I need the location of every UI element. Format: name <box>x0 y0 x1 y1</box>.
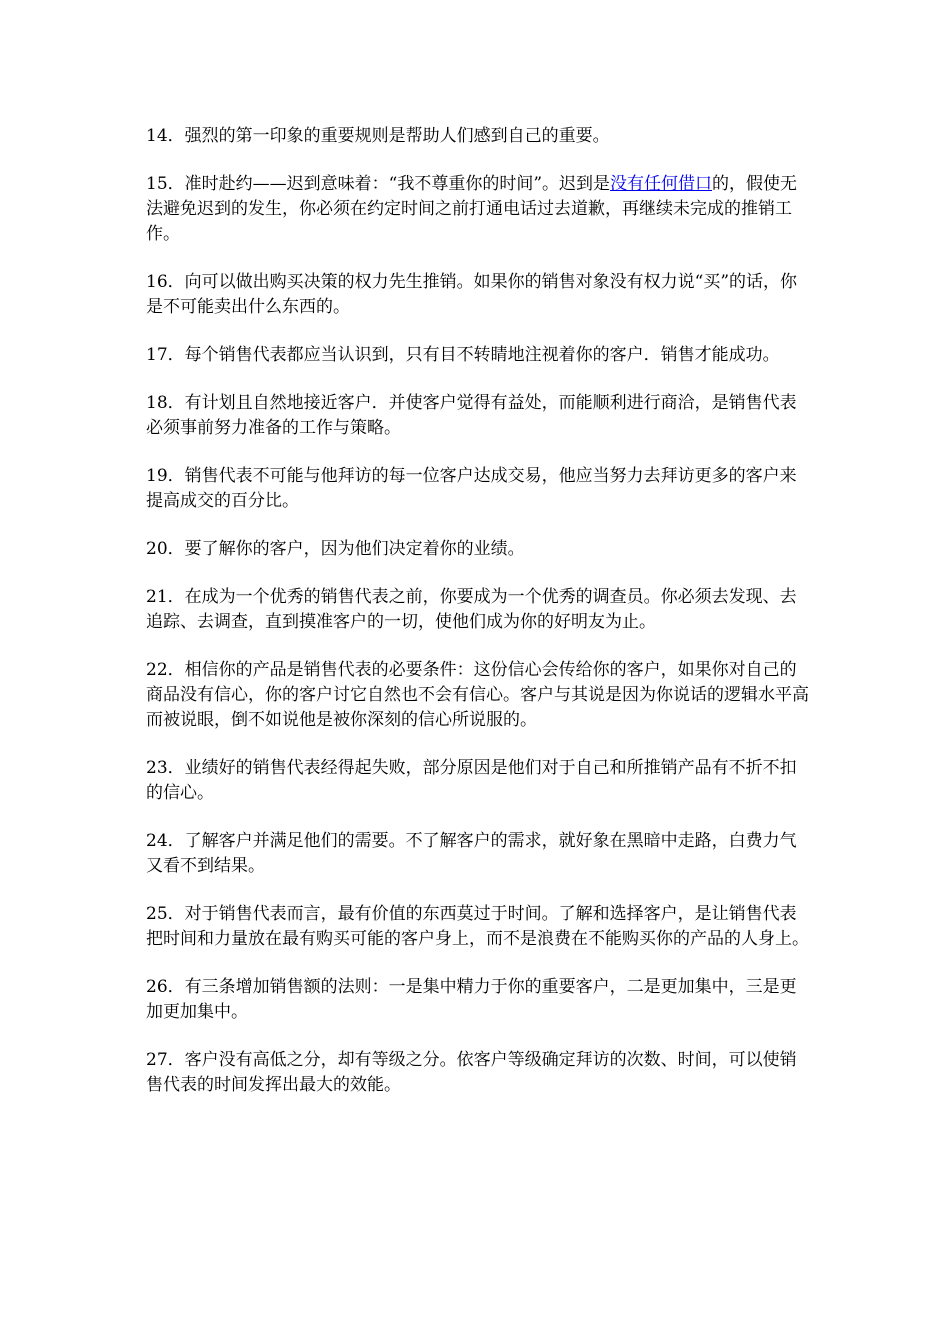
paragraph-25: 25．对于销售代表而言，最有价值的东西莫过于时间。了解和选择客户，是让销售代表把时间和力量放在最有购买可能的客户身上，而不是浪费在不能购买你的产品的人身上。 <box>146 904 809 949</box>
paragraph-15-before: 15．准时赴约——迟到意味着：“我不尊重你的时间”。迟到是 <box>146 174 611 194</box>
paragraph-21: 21．在成为一个优秀的销售代表之前，你要成为一个优秀的调查员。你必须去发现、去追踪、去调查，直到摸准客户的一切，使他们成为你的好明友为止。 <box>146 587 797 632</box>
no-excuse-link[interactable]: 没有任何借口 <box>610 174 713 194</box>
paragraph-15 <box>146 172 810 247</box>
paragraph-27: 27．客户没有高低之分，却有等级之分。依客户等级确定拜访的次数、时间，可以使销售代表的时间发挥出最大的效能。 <box>146 1050 797 1095</box>
document-body <box>146 124 810 1121</box>
paragraph-22: 22．相信你的产品是销售代表的必要条件：这份信心会传给你的客户，如果你对自己的商品没有信心，你的客户讨它自然也不会有信心。客户与其说是因为你说话的逻辑水平高而被说眼，倒不如说他是被你深刻的信心所说服的。 <box>146 660 809 730</box>
paragraph-23: 23．业绩好的销售代表经得起失败，部分原因是他们对于自己和所推销产品有不折不扣的信心。 <box>146 758 797 803</box>
paragraph-17: 17．每个销售代表都应当认识到，只有目不转睛地注视着你的客户．销售才能成功。 <box>146 345 780 365</box>
paragraph-18: 18．有计划且自然地接近客户．并使客户觉得有益处，而能顺利进行商洽，是销售代表必须事前努力准备的工作与策略。 <box>146 393 797 438</box>
paragraph-16: 16．向可以做出购买决策的权力先生推销。如果你的销售对象没有权力说“买”的话，你是不可能卖出什么东西的。 <box>146 272 798 317</box>
paragraph-14: 14．强烈的第一印象的重要规则是帮助人们感到自己的重要。 <box>146 126 610 146</box>
paragraph-15-after: 的，假使无法避免迟到的发生，你必须在约定时间之前打通电话过去道歉，再继续未完成的推销工作。 <box>146 174 798 244</box>
paragraph-20: 20．要了解你的客户，因为他们决定着你的业绩。 <box>146 539 525 559</box>
paragraph-26: 26．有三条增加销售额的法则：一是集中精力于你的重要客户，二是更加集中，三是更加更加集中。 <box>146 977 797 1022</box>
paragraph-19: 19．销售代表不可能与他拜访的每一位客户达成交易，他应当努力去拜访更多的客户来提高成交的百分比。 <box>146 466 797 511</box>
paragraph-24: 24．了解客户并满足他们的需要。不了解客户的需求，就好象在黑暗中走路，白费力气又看不到结果。 <box>146 831 797 876</box>
